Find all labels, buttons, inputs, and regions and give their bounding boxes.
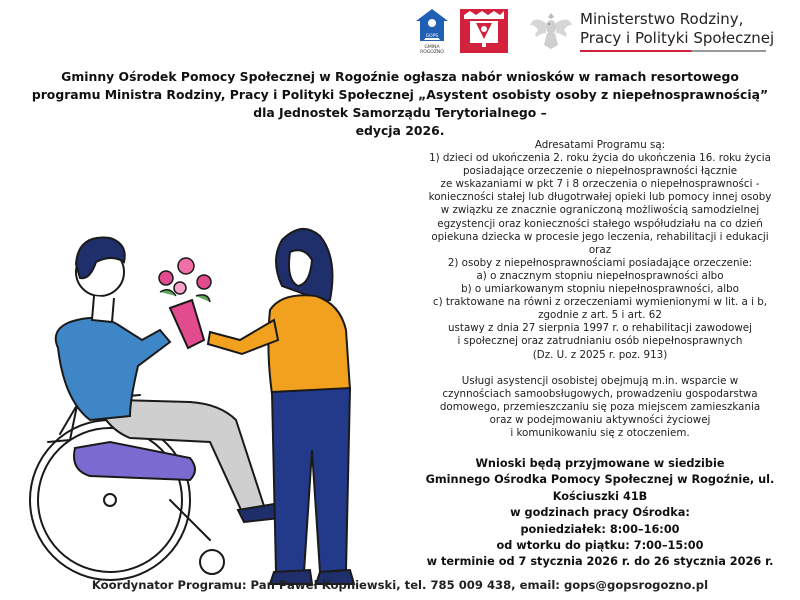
- headline-line-3: dla Jednostek Samorządu Terytorialnego –: [253, 105, 547, 120]
- recipients-line: ze wskazaniami w pkt 7 i 8 orzeczenia o niepełnosprawności -: [440, 178, 760, 191]
- submission-line: Kościuszki 41B: [552, 489, 648, 503]
- submission-line: w terminie od 7 stycznia 2026 r. do 26 stycznia 2026 r.: [426, 555, 774, 569]
- submission-line: Wnioski będą przyjmowane w siedzibie: [475, 457, 725, 470]
- headline-line-4: edycja 2026.: [355, 123, 445, 138]
- recipients-line: Adresatami Programu są:: [534, 139, 666, 151]
- ministry-name-line-1: Ministerstwo Rodziny,: [580, 10, 744, 28]
- program-description: [410, 139, 790, 440]
- ministry-name: [580, 10, 774, 52]
- paragraph-gap: [410, 362, 790, 375]
- ministry-name-line-2: Pracy i Polityki Społecznej: [580, 29, 775, 47]
- headline-line-2: programu Ministra Rodziny, Pracy i Polityki Społecznej „Asystent osobisty osoby z niepełnosprawnością”: [31, 87, 769, 102]
- gops-logo-icon: [412, 6, 452, 56]
- rogozno-crest-icon: [460, 9, 508, 53]
- services-line: i komunikowaniu się z otoczeniem.: [510, 426, 690, 439]
- gops-caption: GMINA ROGOŹNO: [420, 45, 444, 55]
- recipients-line: opiekuna dziecka w procesie jego leczenia, rehabilitacji i edukacji: [431, 230, 769, 243]
- recipients-line: konieczności stałej lub długotrwałej opieki lub pomocy innej osoby: [428, 191, 772, 204]
- submission-info: [415, 456, 785, 571]
- recipients-line: ustawy z dnia 27 sierpnia 1997 r. o rehabilitacji zawodowej: [448, 322, 752, 335]
- recipients-line: (Dz. U. z 2025 r. poz. 913): [532, 348, 668, 361]
- recipients-line: egzystencji oraz konieczności stałego współudziału na co dzień: [437, 217, 763, 230]
- recipients-line: posiadające orzeczenie o niepełnosprawności łącznie: [462, 165, 738, 178]
- gops-logo-label: GOPS: [425, 34, 439, 39]
- recipients-line: w związku ze znacznie ograniczoną możliwością samodzielnej: [440, 204, 760, 217]
- services-line: oraz w podejmowaniu aktywności życiowej: [489, 413, 711, 426]
- recipients-line: oraz: [588, 243, 612, 256]
- submission-line: Gminnego Ośrodka Pomocy Społecznej w Rogoźnie, ul.: [425, 473, 775, 487]
- recipients-line: b) o umiarkowanym stopniu niepełnosprawności, albo: [461, 283, 739, 296]
- submission-line: w godzinach pracy Ośrodka:: [510, 506, 690, 520]
- coordinator-contact: Koordynator Programu: Pan Paweł Kopniewski, tel. 785 009 438, email: gops@gopsrogozno.pl: [91, 578, 709, 592]
- recipients-line: 1) dzieci od ukończenia 2. roku życia do ukończenia 16. roku życia: [429, 152, 771, 165]
- logo-bar: [412, 6, 774, 56]
- announcement-headline: [20, 68, 780, 140]
- recipients-line: a) o znacznym stopniu niepełnosprawności albo: [476, 269, 724, 282]
- submission-line: poniedziałek: 8:00–16:00: [520, 522, 680, 536]
- illustration-svg: [20, 180, 380, 590]
- recipients-line: zgodnie z art. 5 i art. 62: [538, 309, 662, 322]
- recipients-line: 2) osoby z niepełnosprawnościami posiadające orzeczenie:: [447, 256, 753, 269]
- polish-eagle-icon: [528, 9, 574, 53]
- submission-line: od wtorku do piątku: 7:00–15:00: [496, 539, 704, 553]
- wheelchair-flowers-illustration: [20, 180, 380, 590]
- recipients-line: c) traktowane na równi z orzeczeniami wymienionymi w lit. a i b,: [432, 296, 768, 309]
- ministry-underline: [580, 50, 766, 52]
- services-line: domowego, przemieszczaniu się poza miejscem zamieszkania: [439, 400, 761, 413]
- services-line: czynnościach samoobsługowych, prowadzeniu gospodarstwa: [442, 387, 758, 400]
- headline-line-1: Gminny Ośrodek Pomocy Społecznej w Rogoźnie ogłasza nabór wniosków w ramach resortowego: [61, 69, 739, 84]
- services-line: Usługi asystencji osobistej obejmują m.in. wsparcie w: [461, 374, 739, 387]
- recipients-line: i społecznej oraz zatrudnianiu osób niepełnosprawnych: [457, 335, 743, 348]
